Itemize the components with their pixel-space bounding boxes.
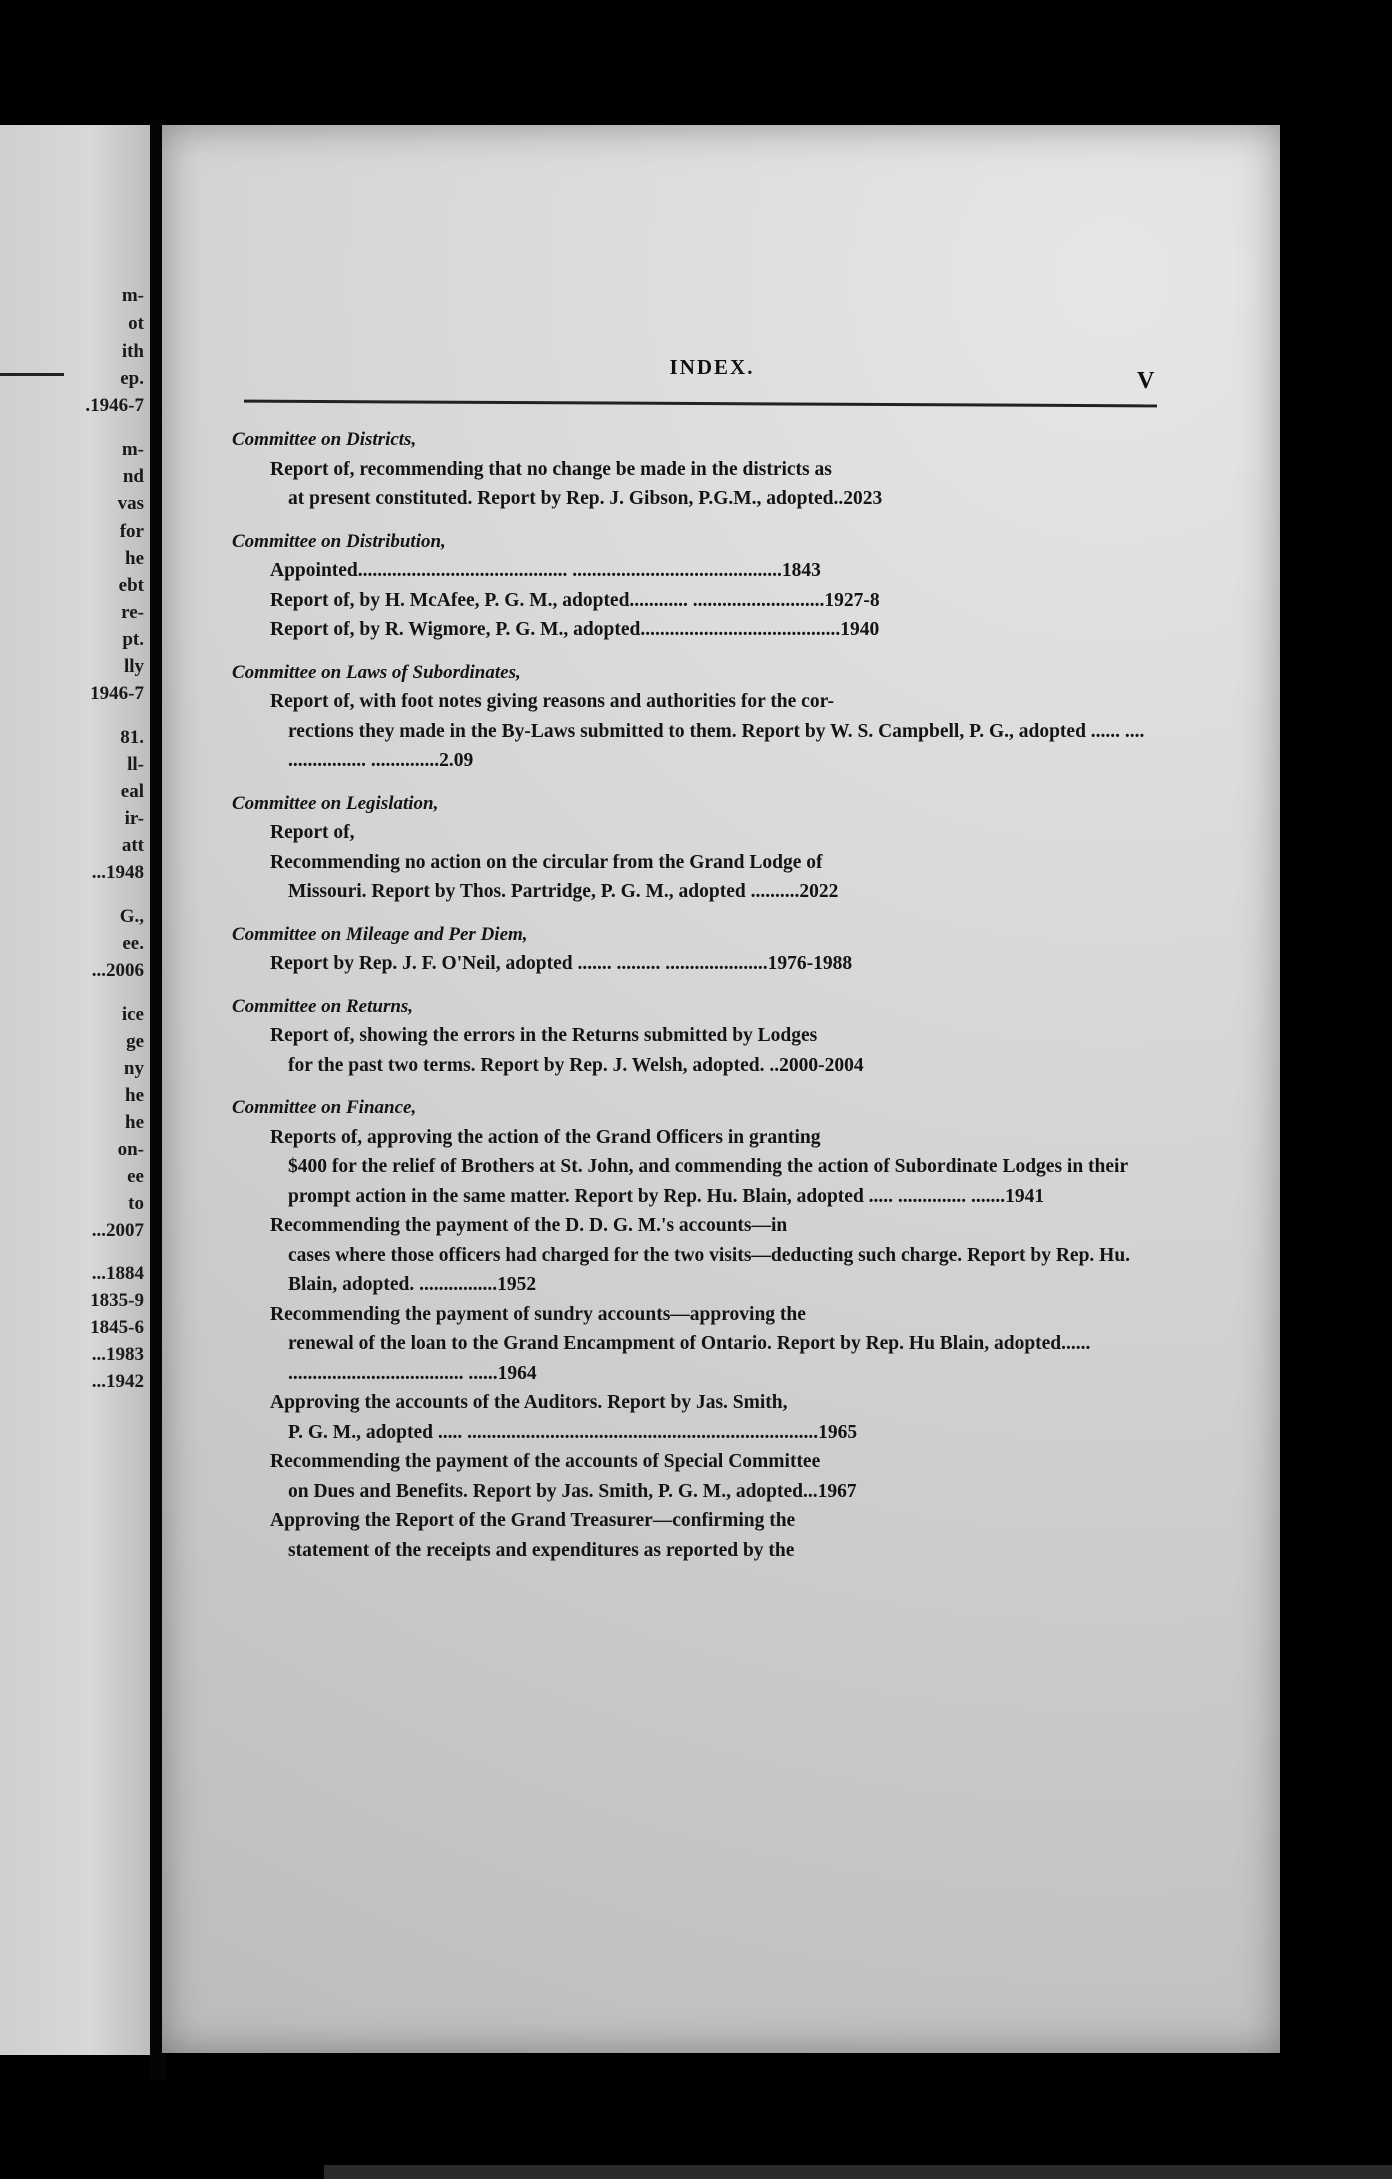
page-title: INDEX. [669, 355, 755, 379]
entry-heading: Committee on Finance, [232, 1097, 417, 1118]
entry-item [232, 1506, 1162, 1565]
facing-page-line: 1946-7 [90, 683, 144, 704]
facing-page-line: nd [122, 466, 144, 487]
facing-page-line: eal [120, 781, 144, 802]
facing-page-line: to [128, 1193, 144, 1214]
facing-page-line: att [121, 835, 144, 856]
facing-page-line: re- [121, 602, 144, 623]
index-entries [232, 425, 1162, 1578]
page-edge-shadow [324, 2165, 1392, 2179]
entry-item-continuation: on Dues and Benefits. Report by Jas. Smith, P. G. M., adopted...1967 [288, 1480, 857, 1502]
page-number: V [1137, 368, 1155, 394]
entry-item [232, 1388, 1162, 1447]
entry-item-continuation: P. G. M., adopted ..... ........................................................................1965 [288, 1421, 858, 1443]
facing-page-line: ...1942 [91, 1371, 144, 1392]
entry-item-continuation: renewal of the loan to the Grand Encampment of Ontario. Report by Rep. Hu Blain, adopted...... .................................... ......1964 [288, 1333, 1091, 1384]
facing-page-line: ny [123, 1058, 144, 1079]
entry-item-text: Recommending the payment of the D. D. G. M.'s accounts—in [270, 1215, 788, 1236]
entry-item-continuation: cases where those officers had charged for the two visits—deducting such charge. Report by Rep. Hu. Blain, adopted. ................1952 [288, 1244, 1131, 1295]
entry-item [232, 687, 1162, 776]
facing-page-fragment [0, 125, 150, 2055]
entry-item-continuation: statement of the receipts and expenditures as reported by the [288, 1539, 795, 1561]
facing-page-line: ee. [122, 933, 144, 954]
facing-page-line: G., [119, 906, 144, 927]
entry-item [232, 1300, 1162, 1389]
facing-page-line: m- [121, 439, 144, 460]
entry-item-text: Report of, [270, 822, 355, 843]
facing-page-line: 81. [120, 727, 144, 748]
entry-heading: Committee on Districts, [232, 429, 417, 450]
entry-item-text: Appointed........................................... ...........................................1843 [270, 560, 821, 581]
facing-page-line: vas [117, 493, 144, 514]
entry-item-text: Reports of, approving the action of the Grand Officers in granting [270, 1126, 821, 1148]
facing-page-line: he [125, 1112, 144, 1133]
entry-item [232, 455, 1162, 514]
facing-page-line: ith [121, 341, 144, 362]
entry-item-text: Approving the accounts of the Auditors. Report by Jas. Smith, [270, 1392, 788, 1413]
entry-heading: Committee on Mileage and Per Diem, [232, 923, 528, 945]
entry-item-text: Report by Rep. J. F. O'Neil, adopted ....... ......... .....................1976-1988 [270, 953, 853, 974]
facing-page-line: on- [117, 1139, 144, 1160]
entry-item [232, 1447, 1162, 1506]
entry-item-text: Report of, by R. Wigmore, P. G. M., adopted.........................................1940 [270, 619, 880, 640]
entry-item-text: Report of, by H. McAfee, P. G. M., adopted............ ...........................1927-8 [270, 589, 880, 611]
facing-page-line: ...1983 [91, 1344, 144, 1365]
entry-item [232, 556, 1162, 586]
entry-item [232, 949, 1162, 979]
facing-page-line: for [119, 521, 144, 542]
entry-item [232, 586, 1162, 616]
entry-heading: Committee on Returns, [232, 995, 414, 1017]
index-entry [232, 425, 1162, 514]
facing-page-line: ...1948 [91, 862, 144, 883]
index-entry [232, 1093, 1162, 1565]
facing-page-line: ...2006 [91, 960, 144, 981]
entry-heading: Committee on Laws of Subordinates, [232, 661, 521, 683]
entry-item-text: Report of, recommending that no change be made in the districts as [270, 458, 832, 480]
entry-item-text: Recommending the payment of sundry accounts—approving the [270, 1303, 806, 1325]
facing-page-line: ice [121, 1004, 144, 1025]
entry-item-text: Approving the Report of the Grand Treasurer—confirming the [270, 1510, 796, 1531]
facing-page-line: ...1884 [91, 1263, 144, 1284]
entry-item-continuation: at present constituted. Report by Rep. J. Gibson, P.G.M., adopted..2023 [288, 488, 883, 509]
entry-item-text: Report of, with foot notes giving reasons and authorities for the cor- [270, 691, 835, 712]
entry-item-continuation: Missouri. Report by Thos. Partridge, P. G. M., adopted ..........2022 [288, 881, 839, 902]
header-rule [244, 400, 1157, 408]
index-entry [232, 992, 1162, 1081]
entry-item [232, 1021, 1162, 1080]
facing-page-line: ot [128, 313, 144, 334]
facing-page-line: m- [121, 285, 144, 306]
entry-heading: Committee on Legislation, [232, 792, 439, 814]
index-entry [232, 658, 1162, 776]
entry-item [232, 1123, 1162, 1212]
facing-page-line: ll- [127, 754, 144, 775]
index-entry [232, 527, 1162, 645]
facing-page-rule [0, 373, 64, 376]
entry-item [232, 1211, 1162, 1300]
entry-item-text: Recommending the payment of the accounts of Special Committee [270, 1451, 821, 1472]
facing-page-line: he [125, 1085, 144, 1106]
facing-page-line: pt. [122, 629, 144, 650]
facing-page-line: ir- [124, 808, 144, 829]
entry-item-continuation: $400 for the relief of Brothers at St. John, and commending the action of Subordinate Lodges in their prompt action in the same matter. Report by Rep. Hu. Blain, adopted ..... .............. .......1941 [288, 1156, 1128, 1207]
entry-item [232, 848, 1162, 907]
index-entry [232, 920, 1162, 979]
entry-item-text: Report of, showing the errors in the Returns submitted by Lodges [270, 1025, 818, 1046]
facing-page-line: he [125, 548, 144, 569]
facing-page-line: .1946-7 [85, 395, 144, 416]
index-entry [232, 789, 1162, 907]
facing-page-line: ebt [118, 575, 144, 596]
facing-page-line: ge [126, 1031, 144, 1052]
entry-item-continuation: for the past two terms. Report by Rep. J. Welsh, adopted. ..2000-2004 [288, 1054, 864, 1076]
facing-page-line: lly [123, 656, 144, 677]
facing-page-line: ...2007 [91, 1220, 144, 1241]
facing-page-line: 1845-6 [90, 1317, 144, 1338]
entry-item [232, 615, 1162, 645]
entry-heading: Committee on Distribution, [232, 530, 446, 552]
facing-page-line: 1835-9 [90, 1290, 144, 1311]
facing-page-line: ee [127, 1166, 144, 1187]
entry-item-continuation: rections they made in the By-Laws submitted to them. Report by W. S. Campbell, P. G., adopted ...... .... ................ ..............2.09 [288, 720, 1145, 771]
index-page [162, 125, 1280, 2053]
entry-item-text: Recommending no action on the circular from the Grand Lodge of [270, 851, 823, 873]
facing-page-line: ep. [120, 368, 144, 389]
entry-item [232, 818, 1162, 848]
